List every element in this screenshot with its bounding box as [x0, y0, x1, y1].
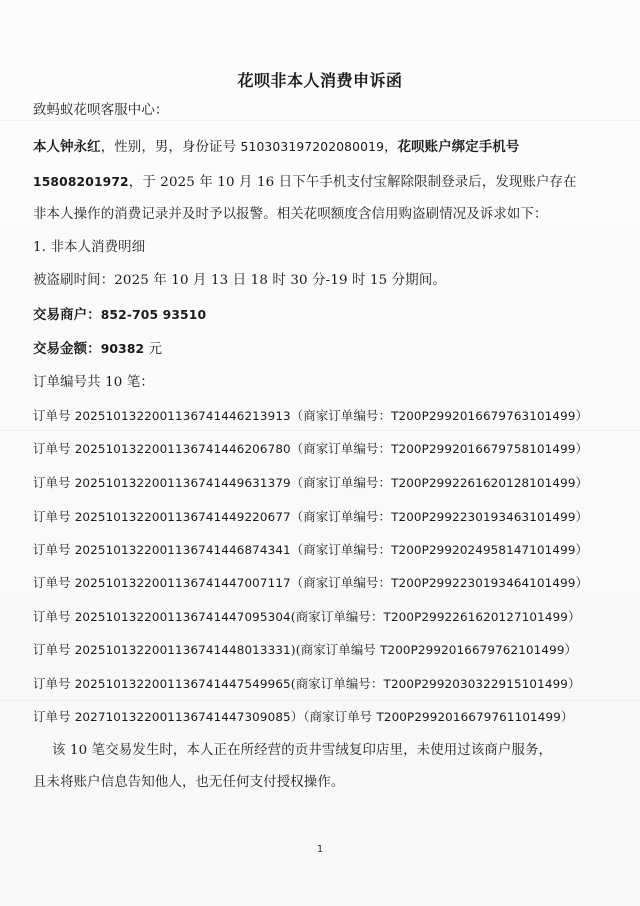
order-number: 2025101322001136741446206780	[74, 442, 291, 456]
order-prefix: 订单号	[33, 676, 75, 691]
order-row	[33, 507, 588, 527]
order-number: 2025101322001136741447549965	[74, 677, 291, 691]
intro-line-2-rest: ，于 2025 年 10 月 16 日下午手机支付宝解除限制登录后，发现账户存在	[128, 175, 577, 190]
order-suffix: ）	[560, 709, 574, 724]
order-suffix: ）	[568, 676, 581, 691]
order-suffix: ）	[564, 642, 578, 657]
merchant-order-label: （商家订单编号：	[290, 441, 392, 456]
order-row	[33, 573, 588, 593]
merchant-order-number: T200P2992016679762101499	[380, 643, 565, 657]
merchant-line	[33, 305, 206, 325]
amount-value: 90382	[100, 342, 145, 356]
section-1-heading: 1. 非本人消费明细	[33, 240, 146, 255]
order-suffix: ）	[575, 441, 589, 456]
order-row	[33, 607, 581, 627]
order-number: 2025101322001136741449220677	[74, 510, 291, 524]
order-suffix: ）	[568, 609, 581, 624]
merchant-order-label: )(商家订单编号	[290, 642, 381, 657]
merchant-order-label: （商家订单编号：	[290, 408, 392, 423]
phone-number: 15808201972	[33, 175, 129, 189]
gender-id-text: ，性别，男，身份证号	[100, 140, 241, 155]
phone-label: 花呗账户绑定手机号	[397, 139, 520, 155]
order-suffix: ）	[575, 475, 589, 490]
order-suffix: ）	[575, 509, 589, 524]
scan-artifact	[0, 700, 640, 701]
order-row	[33, 640, 577, 660]
merchant-order-label: （商家订单编号：	[290, 542, 392, 557]
order-row	[33, 707, 573, 727]
merchant-order-number: T200P2992230193463101499	[391, 510, 576, 524]
merchant-order-label: （商家订单编号：	[290, 475, 392, 490]
order-number: 2027101322001136741447309085	[74, 710, 291, 724]
order-row	[33, 540, 588, 560]
order-prefix: 订单号	[33, 542, 75, 557]
stolen-time: 被盗刷时间：2025 年 10 月 13 日 18 时 30 分-19 时 15 分期间。	[33, 273, 446, 288]
merchant-order-number: T200P2992024958147101499	[391, 543, 576, 557]
intro-line-1	[33, 137, 519, 158]
order-number: 2025101322001136741447095304	[74, 610, 291, 624]
order-number: 2025101322001136741446213913	[74, 409, 291, 423]
id-number: 510303197202080019	[240, 140, 385, 154]
order-row	[33, 473, 588, 493]
merchant-order-number: T200P2992261620127101499	[383, 610, 568, 624]
order-row	[33, 674, 581, 694]
amount-label: 交易金额：	[33, 341, 101, 357]
merchant-order-number: T200P2992016679763101499	[391, 409, 576, 423]
order-suffix: ）	[575, 408, 589, 423]
merchant-order-number: T200P2992261620128101499	[391, 476, 576, 490]
separator: ，	[384, 140, 398, 155]
order-number: 2025101322001136741448013331	[74, 643, 291, 657]
order-prefix: 订单号	[33, 441, 75, 456]
merchant-order-label: (商家订单编号：	[290, 609, 384, 624]
document-title: 花呗非本人消费申诉函	[237, 71, 403, 90]
order-row	[33, 439, 588, 459]
page-number: 1	[316, 844, 324, 855]
order-prefix: 订单号	[33, 509, 75, 524]
order-prefix: 订单号	[33, 609, 75, 624]
order-prefix: 订单号	[33, 475, 75, 490]
merchant-value: 852-705 93510	[100, 308, 207, 322]
closing-line-1: 该 10 笔交易发生时，本人正在所经营的贡井雪绒复印店里，未使用过该商户服务，	[52, 743, 553, 758]
complainant-name: 本人钟永红	[33, 139, 101, 155]
intro-line-2	[33, 172, 577, 193]
merchant-order-number: T200P2992230193464101499	[391, 576, 576, 590]
merchant-order-number: T200P2992030322915101499	[383, 677, 568, 691]
salutation: 致蚂蚁花呗客服中心：	[33, 103, 169, 118]
closing-line-2: 且未将账户信息告知他人，也无任何支付授权操作。	[33, 775, 345, 790]
orders-count: 订单编号共 10 笔：	[33, 375, 154, 390]
order-prefix: 订单号	[33, 642, 75, 657]
merchant-order-label: ）（商家订单号	[290, 709, 377, 724]
amount-line	[33, 339, 162, 360]
order-prefix: 订单号	[33, 575, 75, 590]
scan-artifact	[0, 430, 640, 431]
order-number: 2025101322001136741449631379	[74, 476, 291, 490]
merchant-label: 交易商户：	[33, 307, 101, 323]
order-number: 2025101322001136741446874341	[74, 543, 291, 557]
order-suffix: ）	[575, 575, 589, 590]
merchant-order-label: （商家订单编号：	[290, 575, 392, 590]
order-prefix: 订单号	[33, 709, 75, 724]
order-row	[33, 406, 588, 426]
order-prefix: 订单号	[33, 408, 75, 423]
order-suffix: ）	[575, 542, 589, 557]
merchant-order-number: T200P2992016679758101499	[391, 442, 576, 456]
order-number: 2025101322001136741447007117	[74, 576, 291, 590]
merchant-order-label: （商家订单编号：	[290, 509, 392, 524]
amount-unit: 元	[144, 342, 163, 357]
merchant-order-label: (商家订单编号：	[290, 676, 384, 691]
intro-line-3: 非本人操作的消费记录并及时予以报警。相关花呗额度含信用购盗刷情况及诉求如下：	[33, 207, 548, 222]
merchant-order-number: T200P2992016679761101499	[376, 710, 561, 724]
